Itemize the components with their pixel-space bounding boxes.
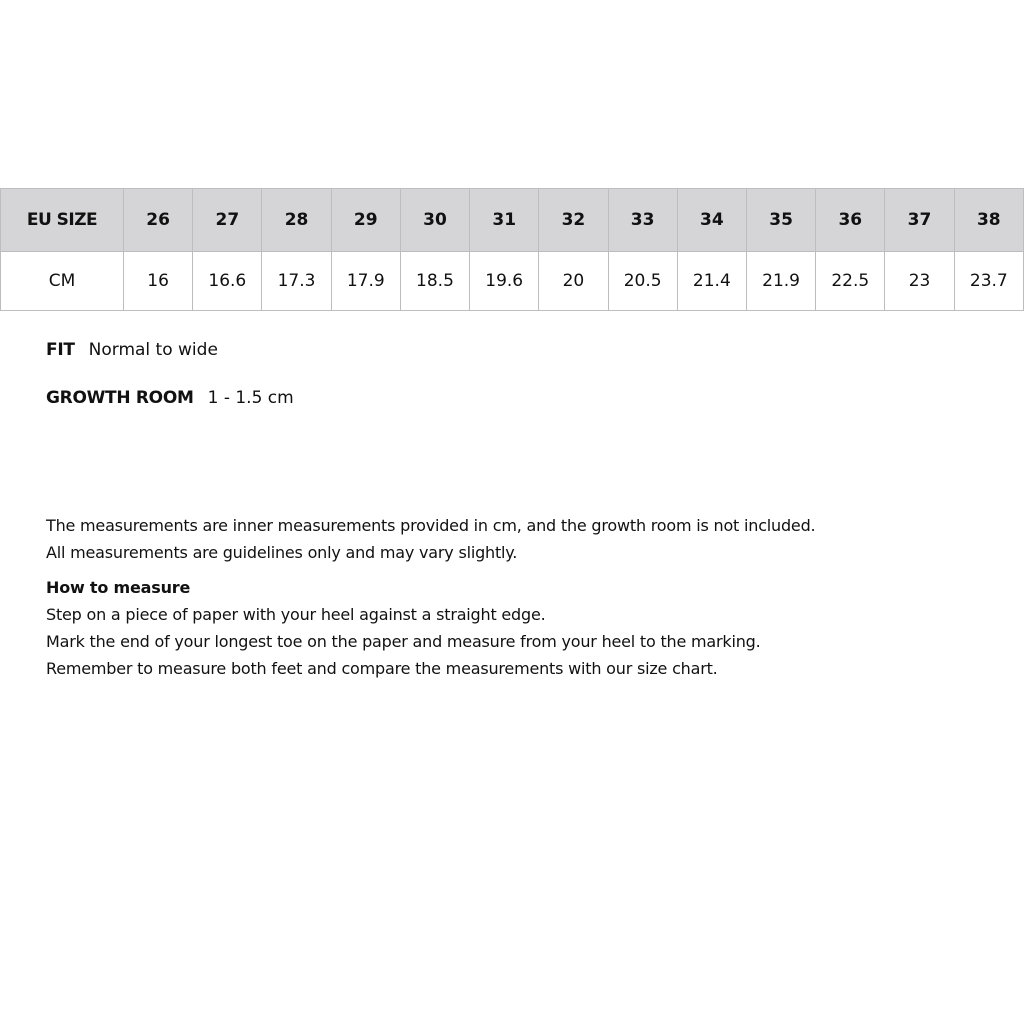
cm-cell: 21.4: [677, 252, 746, 311]
fit-label: FIT: [46, 340, 75, 360]
eu-size-cell: 26: [124, 189, 193, 252]
cm-cell: 16.6: [193, 252, 262, 311]
cm-header: CM: [1, 252, 124, 311]
eu-size-cell: 28: [262, 189, 331, 252]
eu-size-cell: 37: [885, 189, 954, 252]
cm-cell: 23: [885, 252, 954, 311]
growth-room-spec: [46, 388, 294, 408]
cm-cell: 21.9: [746, 252, 815, 311]
cm-cell: 20: [539, 252, 608, 311]
note-line: The measurements are inner measurements provided in cm, and the growth room is not included.: [46, 516, 816, 535]
eu-size-cell: 38: [954, 189, 1023, 252]
eu-size-row: [1, 189, 1024, 252]
eu-size-cell: 30: [400, 189, 469, 252]
eu-size-cell: 36: [816, 189, 885, 252]
cm-cell: 20.5: [608, 252, 677, 311]
fit-value: Normal to wide: [88, 340, 218, 360]
how-to-step: Step on a piece of paper with your heel against a straight edge.: [46, 605, 546, 624]
how-to-measure-title: How to measure: [46, 578, 191, 597]
eu-size-header: EU SIZE: [1, 189, 124, 252]
size-chart-table: [0, 188, 1024, 311]
cm-cell: 17.9: [331, 252, 400, 311]
cm-cell: 22.5: [816, 252, 885, 311]
cm-cell: 18.5: [400, 252, 469, 311]
eu-size-cell: 34: [677, 189, 746, 252]
cm-cell: 17.3: [262, 252, 331, 311]
growth-room-label: GROWTH ROOM: [46, 388, 194, 408]
growth-room-value: 1 - 1.5 cm: [207, 388, 294, 408]
measurement-notes: [46, 512, 1006, 682]
eu-size-cell: 32: [539, 189, 608, 252]
cm-cell: 16: [124, 252, 193, 311]
how-to-step: Mark the end of your longest toe on the paper and measure from your heel to the marking.: [46, 632, 761, 651]
eu-size-cell: 27: [193, 189, 262, 252]
eu-size-cell: 29: [331, 189, 400, 252]
cm-cell: 23.7: [954, 252, 1023, 311]
cm-row: [1, 252, 1024, 311]
eu-size-cell: 33: [608, 189, 677, 252]
note-line: All measurements are guidelines only and may vary slightly.: [46, 543, 518, 562]
cm-cell: 19.6: [470, 252, 539, 311]
how-to-step: Remember to measure both feet and compare the measurements with our size chart.: [46, 659, 718, 678]
eu-size-cell: 31: [470, 189, 539, 252]
eu-size-cell: 35: [746, 189, 815, 252]
fit-spec: [46, 340, 218, 360]
